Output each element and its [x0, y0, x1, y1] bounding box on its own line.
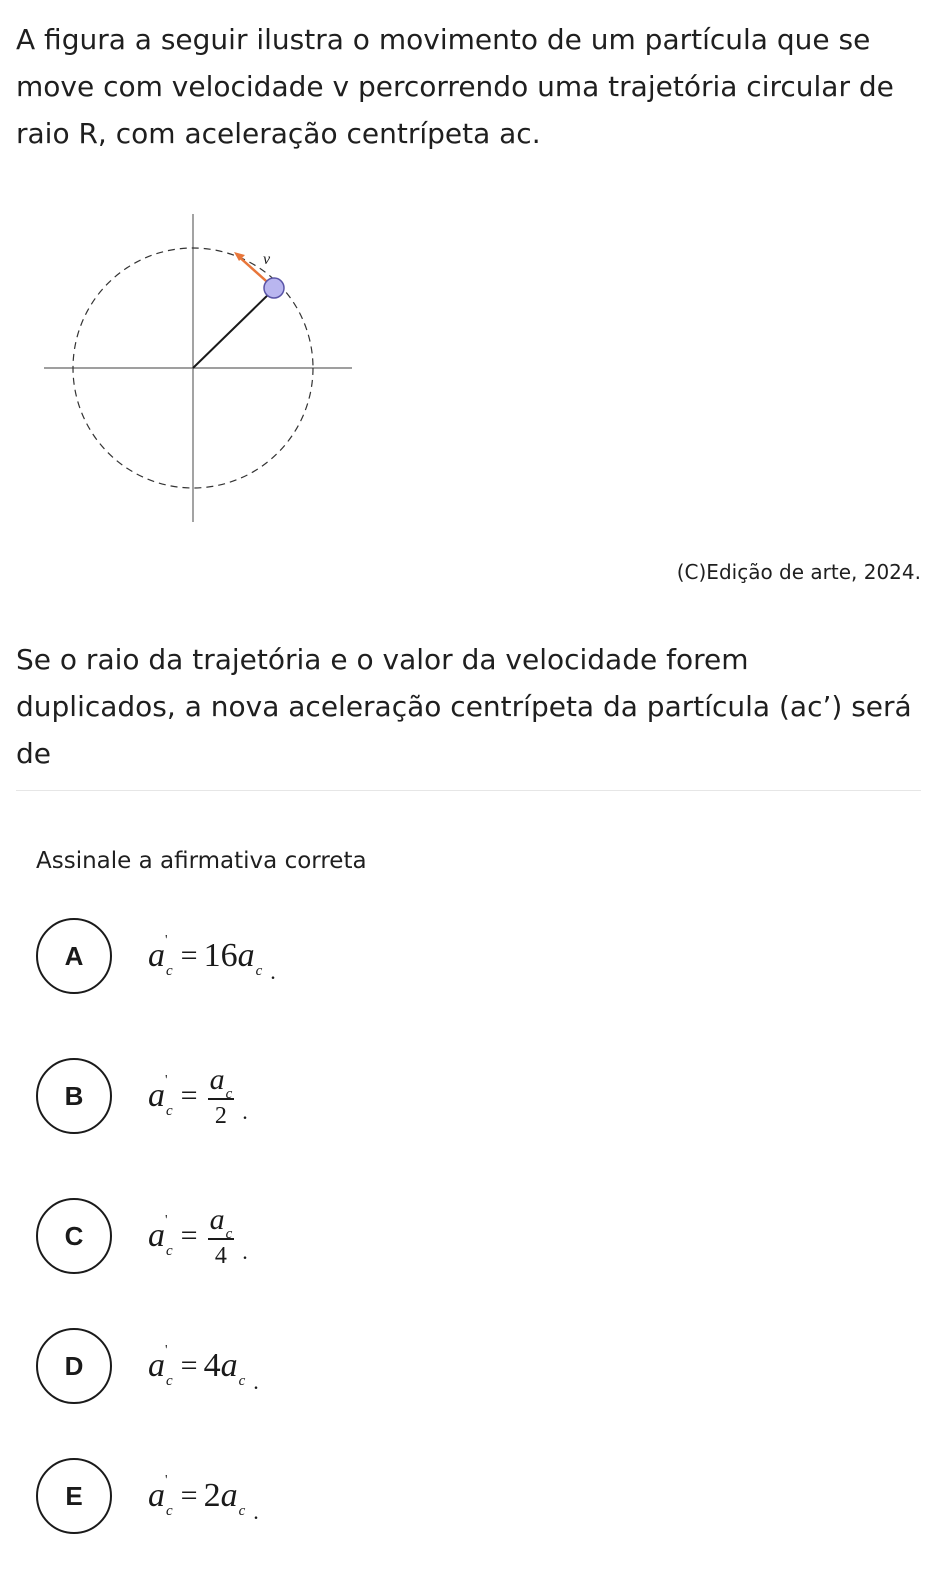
- option-letter[interactable]: A: [36, 918, 112, 994]
- option-letter[interactable]: B: [36, 1058, 112, 1134]
- option-formula: [148, 1062, 248, 1129]
- num-symbol: a: [209, 1202, 225, 1236]
- lhs-symbol: a: [148, 1217, 165, 1254]
- option-a[interactable]: [36, 916, 636, 996]
- equals-sign: =: [180, 1079, 198, 1112]
- fraction-denominator: 2: [214, 1102, 227, 1129]
- option-formula: [148, 1343, 259, 1394]
- fraction-numerator: [208, 1202, 235, 1242]
- radius-line: [193, 290, 273, 368]
- fraction: [208, 1062, 235, 1129]
- rhs-symbol: a: [220, 1347, 238, 1384]
- lhs-var: [148, 1473, 173, 1519]
- equals-sign: =: [180, 939, 198, 972]
- fraction-denominator: 4: [214, 1242, 227, 1269]
- prime-mark: ': [165, 1073, 168, 1088]
- lhs-symbol: a: [148, 1477, 165, 1514]
- equals-sign: =: [180, 1479, 198, 1512]
- coefficient: 16: [203, 937, 238, 974]
- equals-sign: =: [180, 1349, 198, 1382]
- lhs-var: [148, 933, 173, 979]
- end-dot: .: [270, 959, 276, 984]
- prime-mark: ': [165, 1343, 168, 1358]
- option-letter[interactable]: C: [36, 1198, 112, 1274]
- lhs-subscript: c: [166, 1373, 173, 1389]
- rhs-symbol: a: [237, 937, 255, 974]
- lhs-var: [148, 1343, 173, 1389]
- particle: [264, 278, 284, 298]
- coefficient: 2: [203, 1477, 221, 1514]
- divider: [16, 790, 921, 791]
- option-d[interactable]: [36, 1326, 636, 1406]
- lhs-subscript: c: [166, 1103, 173, 1119]
- prime-mark: ': [165, 1213, 168, 1228]
- end-dot: .: [242, 1239, 248, 1264]
- num-subscript: c: [225, 1085, 233, 1102]
- lhs-var: [148, 1213, 173, 1259]
- end-dot: .: [253, 1499, 259, 1524]
- lhs-subscript: c: [166, 963, 173, 979]
- rhs-subscript: c: [238, 1373, 246, 1389]
- fraction-numerator: [208, 1062, 235, 1102]
- option-letter[interactable]: E: [36, 1458, 112, 1534]
- end-dot: .: [253, 1369, 259, 1394]
- lhs-var: [148, 1073, 173, 1119]
- lhs-symbol: a: [148, 937, 165, 974]
- lhs-symbol: a: [148, 1077, 165, 1114]
- prime-mark: ': [165, 1473, 168, 1488]
- image-credit: (C)Edição de arte, 2024.: [676, 560, 921, 584]
- equals-sign: =: [180, 1219, 198, 1252]
- option-b[interactable]: [36, 1056, 636, 1136]
- lhs-subscript: c: [166, 1503, 173, 1519]
- lhs-subscript: c: [166, 1243, 173, 1259]
- end-dot: .: [242, 1099, 248, 1124]
- option-letter[interactable]: D: [36, 1328, 112, 1404]
- option-formula: [148, 1473, 259, 1524]
- coefficient: 4: [203, 1347, 221, 1384]
- rhs-var: [237, 937, 263, 979]
- fraction: [208, 1202, 235, 1269]
- option-formula: [148, 933, 276, 984]
- circular-motion-figure: [40, 208, 360, 528]
- velocity-label: v⃗: [263, 251, 283, 268]
- num-subscript: c: [225, 1225, 233, 1242]
- option-formula: [148, 1202, 248, 1269]
- option-e[interactable]: [36, 1456, 636, 1536]
- lhs-symbol: a: [148, 1347, 165, 1384]
- option-c[interactable]: [36, 1196, 636, 1276]
- intro-text: A figura a seguir ilustra o movimento de um partícula que se move com velocidade v percorrendo uma trajetória circular de raio R, com aceleração centrípeta ac.: [16, 23, 894, 150]
- question-text: Se o raio da trajetória e o valor da velocidade forem duplicados, a nova aceleração centrípeta da partícula (ac’) será de: [16, 643, 912, 770]
- rhs-symbol: a: [220, 1477, 238, 1514]
- rhs-var: [220, 1347, 246, 1389]
- prime-mark: ': [165, 933, 168, 948]
- rhs-var: [220, 1477, 246, 1519]
- instruction-text: Assinale a afirmativa correta: [36, 848, 367, 874]
- num-symbol: a: [209, 1062, 225, 1096]
- rhs-subscript: c: [238, 1503, 246, 1519]
- rhs-subscript: c: [255, 963, 263, 979]
